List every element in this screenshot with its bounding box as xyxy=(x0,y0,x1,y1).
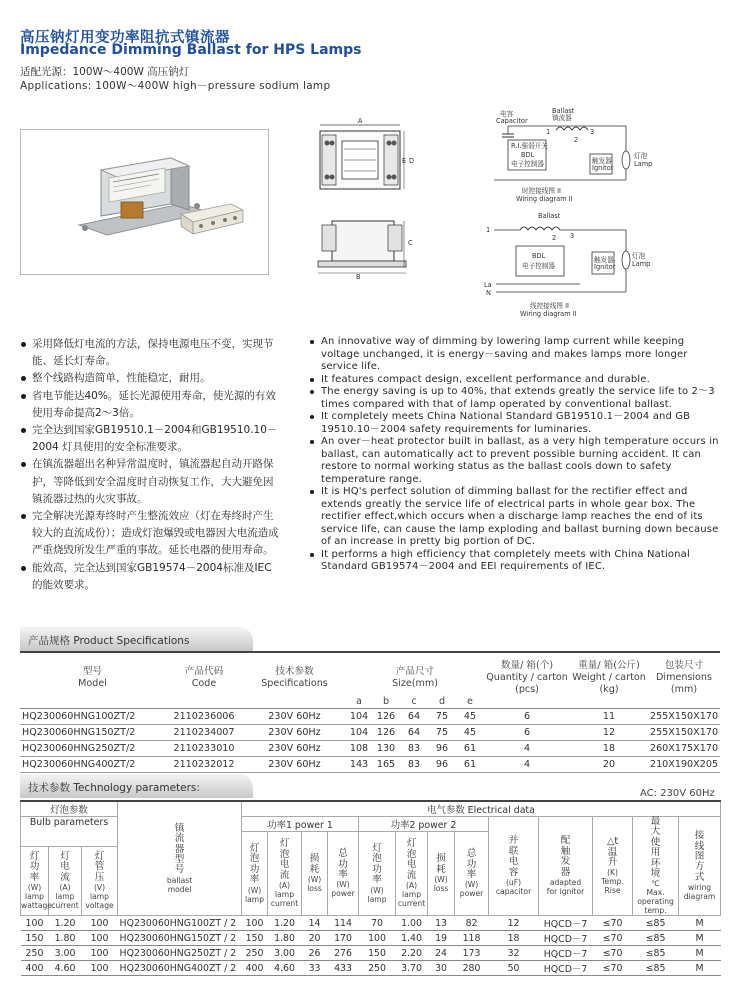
svg-text:2: 2 xyxy=(552,234,557,242)
applications-cn: 适配光源：100W～400W 高压钠灯 xyxy=(20,66,190,78)
svg-text:触发器: 触发器 xyxy=(592,157,612,165)
svg-text:电子控制器: 电子控制器 xyxy=(522,262,555,270)
feature-en: It performs a high efficiency that completely meets with China National Standard GB19574－2004 and EEI requirements of IEC. xyxy=(309,549,719,574)
feature-en: It completely meets China National Standard GB19510.1－2004 and GB 19510.10－2004 safety requirements for luminaries. xyxy=(309,411,719,436)
svg-text:Lamp: Lamp xyxy=(634,160,653,168)
svg-text:Ignitor: Ignitor xyxy=(594,263,616,271)
ballast-photo xyxy=(21,130,268,274)
svg-text:Capacitor: Capacitor xyxy=(496,117,528,125)
table-row: HQ230060HNG250ZT/2 2110233010 230V 60Hz 108 130 83 96 61 4 18 260X175X170 xyxy=(20,741,720,757)
svg-text:Wiring diagram II: Wiring diagram II xyxy=(520,310,577,318)
spec-size-subheader: a b c d e xyxy=(356,696,473,707)
dim-label-a: A xyxy=(358,117,363,125)
svg-text:Ballast: Ballast xyxy=(538,212,561,220)
feature-en: It features compact design, excellent performance and durable. xyxy=(309,374,719,387)
divider xyxy=(20,651,720,653)
table-row: 400 4.60 100 HQ230060HNG400ZT / 2 400 4.60 33 433 250 3.70 30 280 50 HQCD－7 ≤70 ≤85 M xyxy=(21,961,721,976)
svg-text:Lamp: Lamp xyxy=(632,260,651,268)
svg-text:镇流器: 镇流器 xyxy=(552,114,572,122)
svg-text:2: 2 xyxy=(574,136,579,144)
dimension-drawing xyxy=(300,113,480,288)
spec-header-row: 型号 Model 产品代码 Code 技术参数 Specifications 产品尺寸 Size(mm) 数量/ 箱(个) Quantity / carton (pcs) 重量/ 箱(公斤) Weight / carton (kg) 包装尺寸 Dimensions (mm) xyxy=(78,660,713,695)
svg-text:线控接线图 II: 线控接线图 II xyxy=(530,302,569,310)
svg-text:BDL: BDL xyxy=(521,151,535,159)
svg-text:Ignitor: Ignitor xyxy=(592,164,614,172)
wiring-diagram-1 xyxy=(486,108,656,204)
product-specs-table xyxy=(20,660,720,773)
page-title-cn: 高压钠灯用变功率阻抗式镇流器 xyxy=(20,30,230,46)
svg-text:1: 1 xyxy=(546,128,551,136)
table-row: HQ230060HNG100ZT/2 2110236006 230V 60Hz 104 126 64 75 45 6 11 255X150X170 xyxy=(20,709,720,725)
feature-cn: 采用降低灯电流的方法，保持电源电压不变，实现节能、延长灯寿命。 xyxy=(20,336,282,370)
features-en-list xyxy=(309,336,719,574)
feature-cn: 完全达到国家GB19510.1－2004和GB19510.10－2004 灯具使用的安全标准要求。 xyxy=(20,422,282,456)
dim-label-c: C xyxy=(408,239,413,247)
table-row: 250 3.00 100 HQ230060HNG250ZT / 2 250 3.00 26 276 150 2.20 24 173 32 HQCD－7 ≤70 ≤85 M xyxy=(21,946,721,961)
ac-note: AC: 230V 60Hz xyxy=(640,788,715,799)
svg-text:N: N xyxy=(486,289,491,297)
svg-text:触发器: 触发器 xyxy=(594,256,614,264)
feature-cn: 在镇流器超出名种异常温度时，镇流器起自动开路保护，等降低到安全温度时自动恢复工作，大大避免因镇流器过热的火灾事故。 xyxy=(20,456,282,508)
svg-text:La: La xyxy=(484,281,492,289)
svg-text:灯泡: 灯泡 xyxy=(634,152,648,160)
svg-text:时控接线图 II: 时控接线图 II xyxy=(522,187,561,195)
svg-text:Wiring diagram II: Wiring diagram II xyxy=(516,195,573,203)
page-title-en: Impedance Dimming Ballast for HPS Lamps xyxy=(20,42,362,58)
table-row: HQ230060HNG400ZT/2 2110232012 230V 60Hz 143 165 83 96 61 4 20 210X190X205 xyxy=(20,757,720,773)
tech-params-heading: 技术参数 Technology parameters: xyxy=(20,774,253,798)
svg-text:BDL: BDL xyxy=(532,252,546,260)
wiring-diagram-2 xyxy=(480,208,656,320)
svg-text:R.I.强弱开关: R.I.强弱开关 xyxy=(511,142,548,150)
features-cn-list xyxy=(20,336,282,594)
svg-text:Ballast: Ballast xyxy=(552,107,575,115)
table-row: 100 1.20 100 HQ230060HNG100ZT / 2 100 1.20 14 114 70 1.00 13 82 12 HQCD－7 ≤70 ≤85 M xyxy=(21,916,721,931)
dim-label-b: B xyxy=(356,273,361,281)
feature-en: The energy saving is up to 40%, that extends greatly the service life to 2～3 times compared with that of lamp operated by conventional ballast. xyxy=(309,386,719,411)
product-specs-heading: 产品规格 Product Specifications xyxy=(20,627,253,651)
svg-text:电子控制器: 电子控制器 xyxy=(511,160,544,168)
svg-text:1: 1 xyxy=(486,226,491,234)
svg-text:3: 3 xyxy=(590,128,595,136)
svg-text:灯泡: 灯泡 xyxy=(632,252,646,260)
feature-en: An innovative way of dimming by lowering lamp current while keeping voltage unchanged, it is energy－saving and makes lamps more longer service life. xyxy=(309,336,719,374)
table-row: HQ230060HNG150ZT/2 2110234007 230V 60Hz 104 126 64 75 45 6 12 255X150X170 xyxy=(20,725,720,741)
tech-params-table: 灯泡参数 镇 流 器 型 号 ballast model 电气参数 Electrical data Bulb parameters 功率1 power 1 功率2 power 2 并 联 电 容 (uF) capacitor 配 触 发 器 adapted for ignitor △t 温 升 (K) Temp. Rise 最 大 使 用 环 境 ℃ Max. operating temp. 接 线 图 方 式 wiring diagram 灯 泡 功 率 (W) lamp 灯 泡 电 流 (A) lamp current 损 耗 (W) loss 总 功 率 (W) power 灯 泡 功 率 (W) lamp 灯 泡 电 流 (A) lamp current 损 耗 (W) loss 总 功 率 (W) power 灯 功 率 (W) lamp wattage 灯 电 流 (A) lamp current 灯 管 压 (V) lamp voltage 100 1.20 100 HQ230060HNG100ZT / 2 100 1.20 14 114 70 1.00 13 82 12 HQCD－7 ≤70 ≤85 M 150 1.80 100 HQ230060HNG150ZT / 2 150 1.80 20 170 100 1.40 19 118 18 HQCD－7 ≤70 ≤85 M 250 3.00 100 HQ230060HNG250ZT / 2 250 3.00 26 276 150 2.20 24 173 32 HQCD－7 ≤70 ≤85 M 400 4.60 100 HQ230060HNG400ZT / 2 400 4.60 33 433 250 3.70 30 280 50 HQCD－7 ≤70 ≤85 M xyxy=(20,800,721,976)
dim-label-e: E xyxy=(402,157,407,165)
feature-cn: 完全解决光源寿终时产生整流效应（灯在寿终时产生较大的直流成份）；造成灯泡爆毁或电器因大电流造成严重烧毁所发生严重的事故。延长电器的使用寿命。 xyxy=(20,508,282,560)
table-row: 150 1.80 100 HQ230060HNG150ZT / 2 150 1.80 20 170 100 1.40 19 118 18 HQCD－7 ≤70 ≤85 M xyxy=(21,931,721,946)
feature-cn: 能效高，完全达到国家GB19574－2004标准及IEC的能效要求。 xyxy=(20,560,282,594)
feature-cn: 省电节能达40%。延长光源使用寿命，使光源的有效使用寿命提高2～3倍。 xyxy=(20,388,282,422)
feature-en: It is HQ's perfect solution of dimming ballast for the rectifier effect and extends greatly the service life of electrical parts in whole gear box. The rectifier effect,which occurs when a discharge lamp reaches the end of its service life, can cause the lamp exploding and ballast burning down because of an increase in pretty big portion of DC. xyxy=(309,486,719,549)
feature-en: An over－heat protector built in ballast, as a very high temperature occurs in ballast, can automatically act to prevent possible burning accident. It can restore to normal working status as the ballast cools down to safety temperature range. xyxy=(309,436,719,486)
applications-en: Applications: 100W～400W high－pressure sodium lamp xyxy=(20,80,331,92)
feature-cn: 整个线路构造简单，性能稳定，耐用。 xyxy=(20,370,282,387)
svg-text:电容: 电容 xyxy=(500,110,514,118)
svg-text:3: 3 xyxy=(570,232,575,240)
dim-label-d: D xyxy=(409,157,415,165)
product-photo xyxy=(20,129,269,275)
